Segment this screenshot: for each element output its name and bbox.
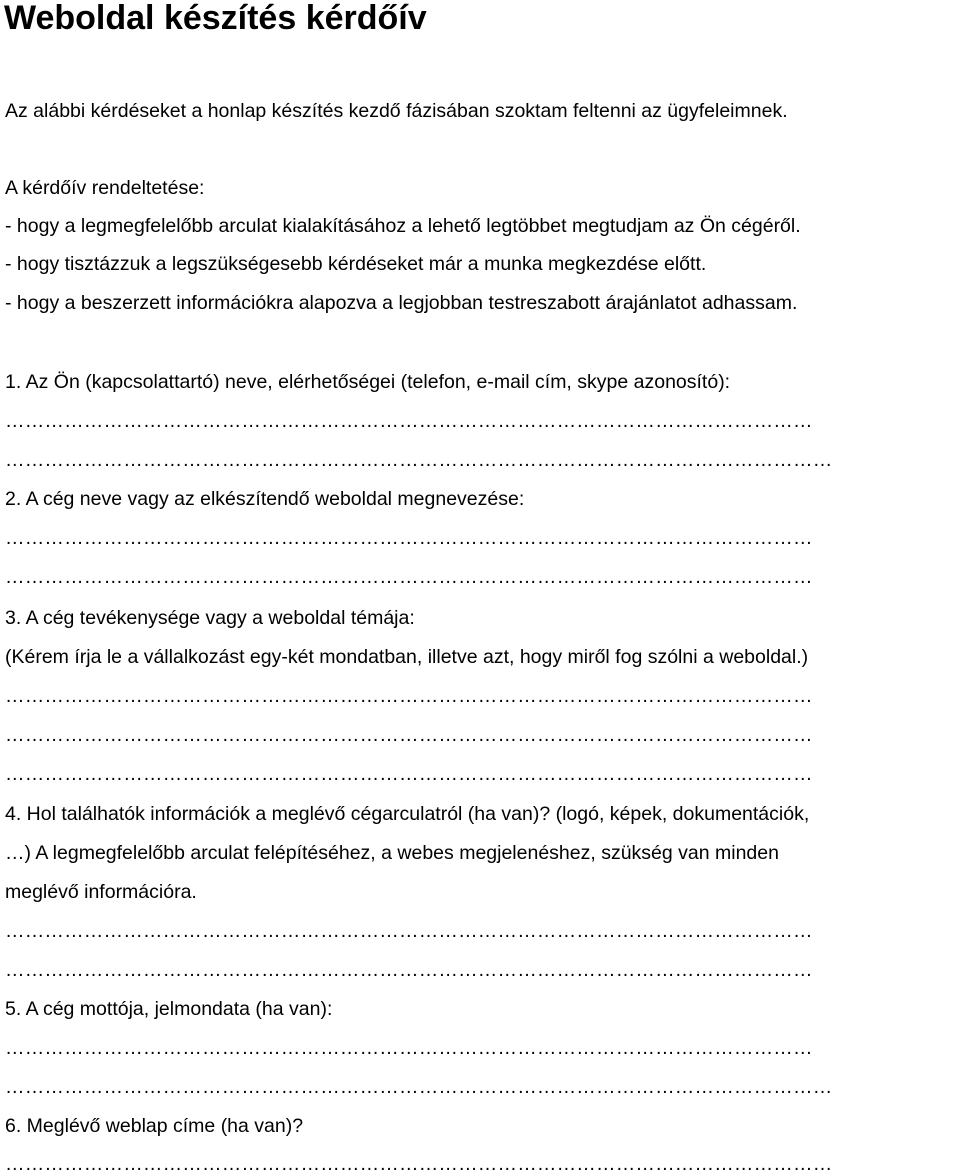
answer-line: ……………………………………………………………………………………………………………	[5, 566, 813, 588]
question-3-note: (Kérem írja le a vállalkozást egy-két mondatban, illetve azt, hogy miről fog szólni a weboldal.)	[5, 646, 809, 668]
question-1: 1. Az Ön (kapcsolattartó) neve, elérhetőségei (telefon, e-mail cím, skype azonosító):	[5, 371, 731, 393]
answer-line: ……………………………………………………………………………………………………………	[5, 527, 813, 549]
answer-line: ……………………………………………………………………………………………………………	[5, 724, 813, 746]
purpose-item: - hogy a beszerzett információkra alapozva a legjobban testreszabott árajánlatot adhassam.	[5, 292, 798, 314]
purpose-item: - hogy a legmegfelelőbb arculat kialakításához a lehető legtöbbet megtudjam az Ön cégéről.	[5, 215, 801, 237]
question-5: 5. A cég mottója, jelmondata (ha van):	[5, 998, 333, 1020]
answer-line: ………………………………………………………………………………………………………………	[5, 1153, 833, 1175]
answer-line: ……………………………………………………………………………………………………………	[5, 1037, 813, 1059]
answer-line: ……………………………………………………………………………………………………………	[5, 685, 813, 707]
question-4: …) A legmegfelelőbb arculat felépítéséhez, a webes megjelenéshez, szükség van minden	[5, 842, 779, 864]
question-6: 6. Meglévő weblap címe (ha van)?	[5, 1115, 304, 1137]
purpose-heading: A kérdőív rendeltetése:	[5, 177, 205, 199]
answer-line: ……………………………………………………………………………………………………………	[5, 410, 813, 432]
answer-line: ……………………………………………………………………………………………………………	[5, 763, 813, 785]
question-4: meglévő információra.	[5, 881, 197, 903]
answer-line: ……………………………………………………………………………………………………………	[5, 959, 813, 981]
answer-line: ………………………………………………………………………………………………………………	[5, 449, 833, 471]
purpose-item: - hogy tisztázzuk a legszükségesebb kérdéseket már a munka megkezdése előtt.	[5, 253, 707, 275]
question-4: 4. Hol találhatók információk a meglévő cégarculatról (ha van)? (logó, képek, dokumentációk,	[5, 803, 810, 825]
answer-line: ……………………………………………………………………………………………………………	[5, 920, 813, 942]
intro-text: Az alábbi kérdéseket a honlap készítés kezdő fázisában szoktam feltenni az ügyfeleimnek.	[5, 100, 788, 122]
question-2: 2. A cég neve vagy az elkészítendő weboldal megnevezése:	[5, 488, 525, 510]
document-title: Weboldal készítés kérdőív	[4, 0, 427, 37]
question-3: 3. A cég tevékenysége vagy a weboldal témája:	[5, 607, 415, 629]
answer-line: ………………………………………………………………………………………………………………	[5, 1076, 833, 1098]
